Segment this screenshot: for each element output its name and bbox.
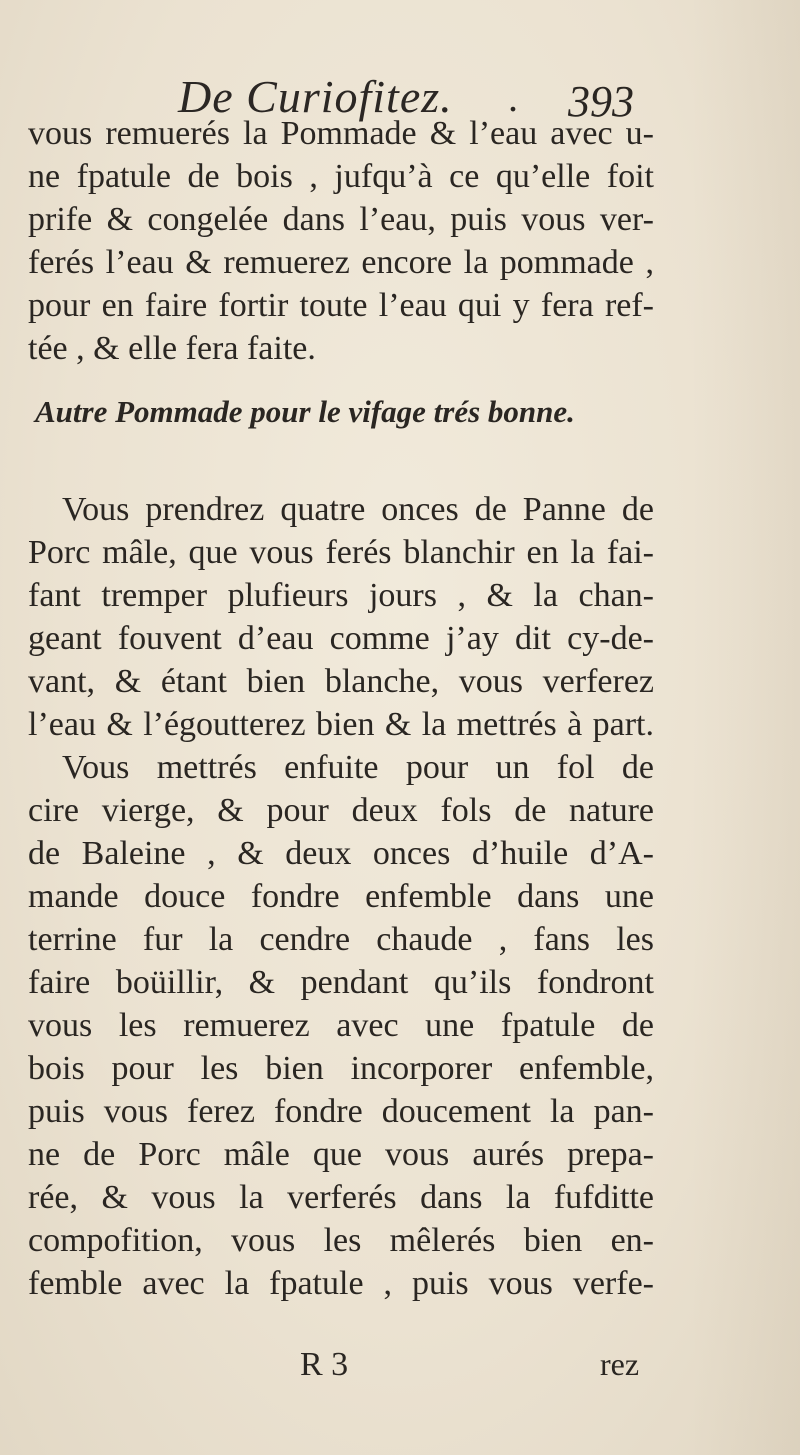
text-line: vant, & étant bien blanche, vous verferez — [28, 663, 654, 700]
paragraph-2 — [28, 488, 654, 1305]
text-line: de Baleine , & deux onces d’huile d’A- — [28, 835, 654, 872]
text-line: Porc mâle, que vous ferés blanchir en la fai- — [28, 534, 654, 571]
text-line: faire boüillir, & pendant qu’ils fondront — [28, 964, 654, 1001]
text-line: l’eau & l’égoutterez bien & la mettrés à part. — [28, 706, 654, 743]
page-footer — [0, 1346, 800, 1390]
text-line: vous les remuerez avec une fpatule de — [28, 1007, 654, 1044]
catchword: rez — [600, 1346, 640, 1382]
text-line: ne fpatule de bois , jufqu’à ce qu’elle foit — [28, 158, 654, 195]
text-line: pour en faire fortir toute l’eau qui y fera ref- — [28, 287, 654, 324]
text-line: puis vous ferez fondre doucement la pan- — [28, 1093, 654, 1130]
page-edge-shadow — [690, 0, 800, 1455]
text-line: femble avec la fpatule , puis vous verfe- — [28, 1265, 654, 1302]
text-line: geant fouvent d’eau comme j’ay dit cy-de- — [28, 620, 654, 657]
text-line: vous remuerés la Pommade & l’eau avec u- — [28, 115, 654, 152]
text-line: rée, & vous la verferés dans la fufditte — [28, 1179, 654, 1216]
text-line: cire vierge, & pour deux fols de nature — [28, 792, 654, 829]
text-line: fant tremper plufieurs jours , & la chan- — [28, 577, 654, 614]
text-line: Vous prendrez quatre onces de Panne de — [62, 491, 654, 528]
paragraph-1 — [28, 112, 654, 370]
signature-mark: R 3 — [300, 1346, 349, 1383]
text-line: Vous mettrés enfuite pour un fol de — [62, 749, 654, 786]
recipe-heading: Autre Pommade pour le vifage trés bonne. — [35, 394, 575, 429]
text-line: bois pour les bien incorporer enfemble, — [28, 1050, 654, 1087]
page-number: 393 — [568, 77, 634, 126]
text-line: prife & congelée dans l’eau, puis vous ver- — [28, 201, 654, 238]
header-dot: . — [508, 75, 518, 120]
text-line: mande douce fondre enfemble dans une — [28, 878, 654, 915]
text-line: ferés l’eau & remuerez encore la pommade , — [28, 244, 654, 281]
text-line: terrine fur la cendre chaude , fans les — [28, 921, 654, 958]
text-line: ne de Porc mâle que vous aurés prepa- — [28, 1136, 654, 1173]
running-head: De Curiofitez. — [178, 71, 453, 122]
text-line: tée , & elle fera faite. — [28, 330, 316, 367]
text-line: compofition, vous les mêlerés bien en- — [28, 1222, 654, 1259]
